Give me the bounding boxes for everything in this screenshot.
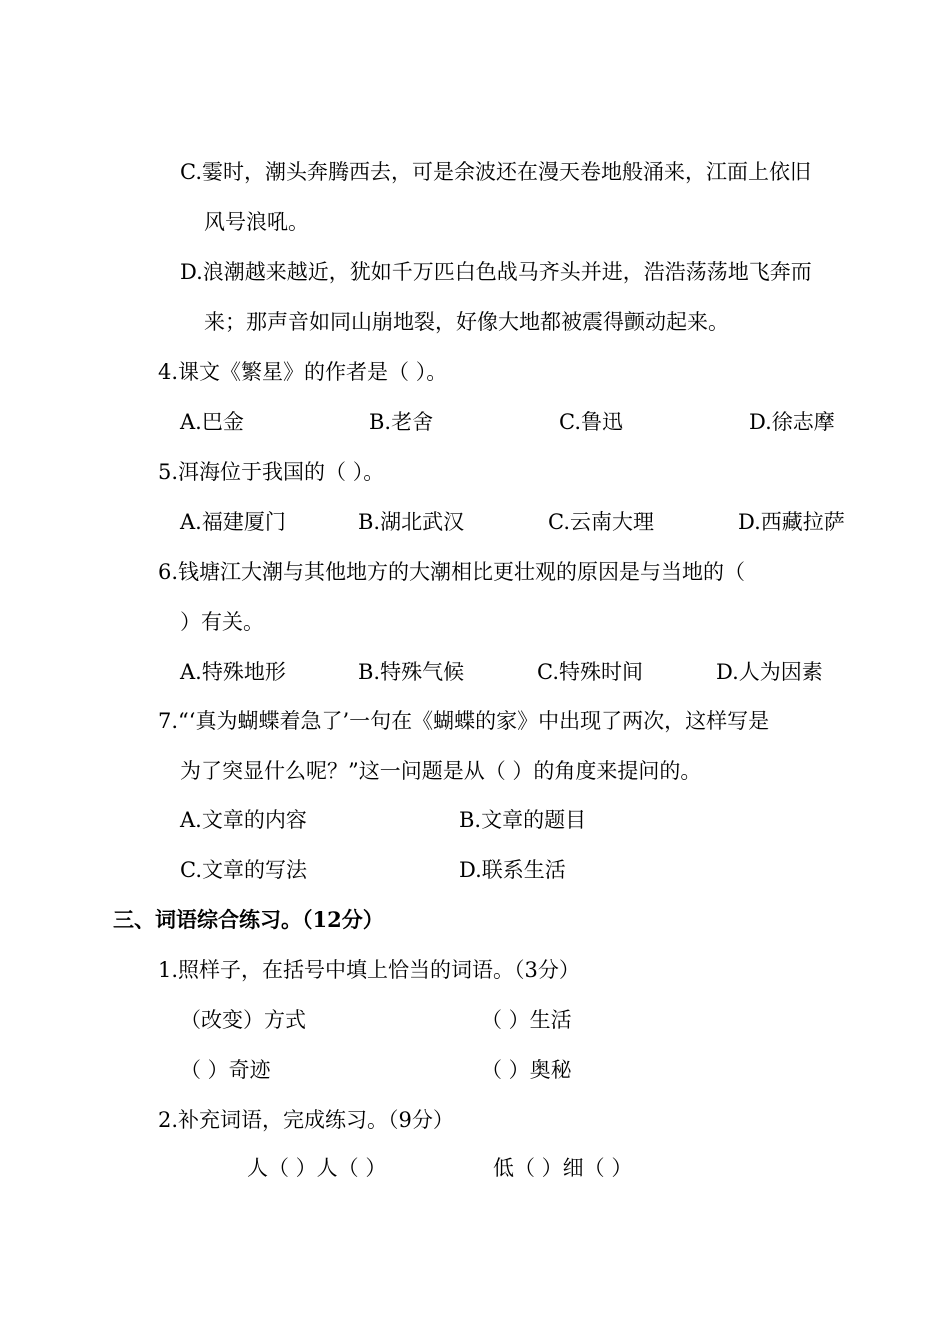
q7-stem-line2: 为了突显什么呢？”这一问题是从（ ）的角度来提问的。 [180, 759, 702, 783]
q7-stem-line1: 7.“‘真为蝴蝶着急了’一句在《蝴蝶的家》中出现了两次，这样写是 [158, 709, 770, 733]
q3-option-d-line1: D.浪潮越来越近，犹如千万匹白色战马齐头并进，浩浩荡荡地飞奔而 [180, 260, 812, 284]
q7-option-c: C.文章的写法 [180, 858, 307, 882]
q5-option-d: D.西藏拉萨 [738, 510, 845, 534]
section3-heading: 三、词语综合练习。（12分） [113, 907, 384, 932]
q4-option-d: D.徐志摩 [749, 410, 835, 434]
q7-option-b: B.文章的题目 [459, 808, 587, 832]
q4-stem: 4.课文《繁星》的作者是（ ）。 [158, 360, 448, 384]
q3-option-c-line2: 风号浪吼。 [204, 210, 309, 234]
q7-option-a: A.文章的内容 [180, 808, 307, 832]
q4-option-c: C.鲁迅 [559, 410, 623, 434]
q6-stem-line2: ）有关。 [180, 610, 264, 634]
section3-q1-stem: 1.照样子，在括号中填上恰当的词语。（3分） [158, 958, 580, 982]
q6-option-c: C.特殊时间 [537, 660, 643, 684]
section3-q1-item-1: （改变）方式 [180, 1008, 306, 1032]
q5-option-b: B.湖北武汉 [358, 510, 465, 534]
section3-q2-item-2: 低（ ）细（ ） [493, 1156, 633, 1180]
q5-option-a: A.福建厦门 [180, 510, 286, 534]
q3-option-c-line1: C.霎时，潮头奔腾西去，可是余波还在漫天卷地般涌来，江面上依旧 [180, 160, 811, 184]
q6-option-b: B.特殊气候 [358, 660, 465, 684]
q6-option-a: A.特殊地形 [180, 660, 286, 684]
section3-q1-item-3: （ ）奇迹 [180, 1058, 271, 1082]
q7-option-d: D.联系生活 [459, 858, 566, 882]
section3-q1-item-4: （ ）奥秘 [481, 1058, 572, 1082]
section3-q1-item-2: （ ）生活 [481, 1008, 572, 1032]
q5-stem: 5.洱海位于我国的（ ）。 [158, 460, 385, 484]
q5-option-c: C.云南大理 [548, 510, 654, 534]
section3-q2-stem: 2.补充词语，完成练习。（9分） [158, 1108, 454, 1132]
q3-option-d-line2: 来；那声音如同山崩地裂，好像大地都被震得颤动起来。 [204, 310, 729, 334]
section3-q2-item-1: 人（ ）人（ ） [247, 1156, 387, 1180]
q4-option-a: A.巴金 [180, 410, 244, 434]
q6-option-d: D.人为因素 [716, 660, 823, 684]
q4-option-b: B.老舍 [369, 410, 434, 434]
q6-stem-line1: 6.钱塘江大潮与其他地方的大潮相比更壮观的原因是与当地的（ [158, 560, 746, 584]
